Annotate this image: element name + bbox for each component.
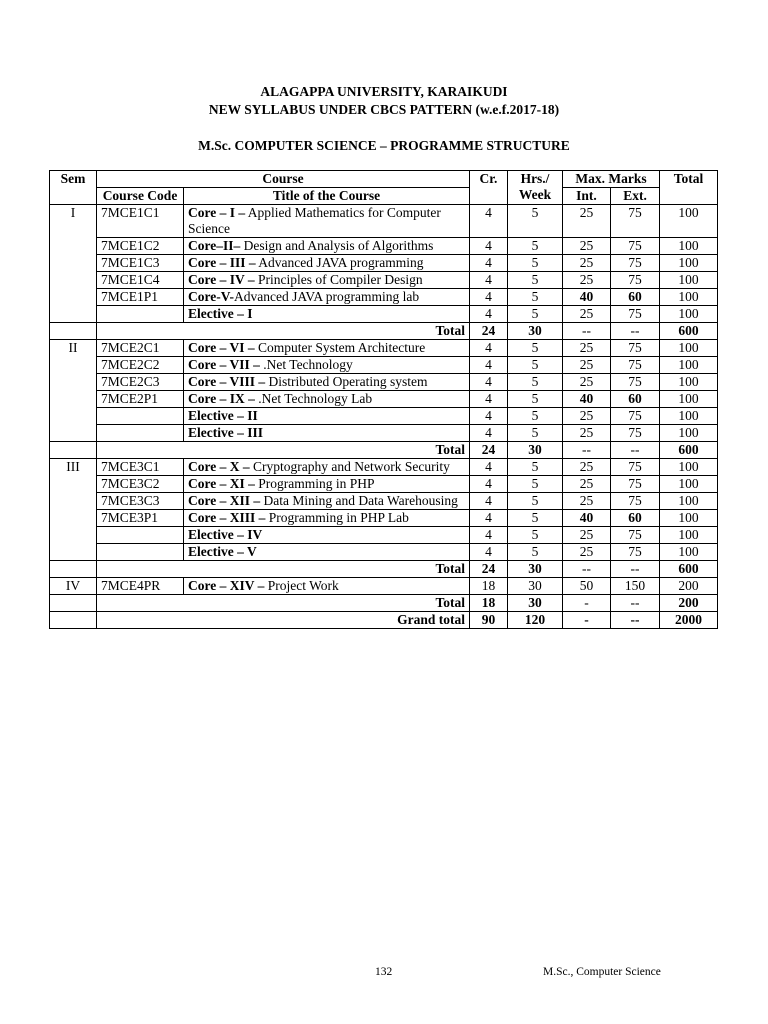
course-title-prefix: Core – XIV – bbox=[188, 578, 265, 593]
course-title-prefix: Core – XI – bbox=[188, 476, 255, 491]
course-row bbox=[50, 425, 718, 442]
grand-total-cr: 90 bbox=[470, 612, 508, 629]
semester-total-row bbox=[50, 323, 718, 340]
course-row bbox=[50, 476, 718, 493]
course-int: 25 bbox=[563, 476, 611, 493]
course-total: 200 bbox=[660, 578, 718, 595]
course-total: 100 bbox=[660, 408, 718, 425]
course-title bbox=[184, 306, 470, 323]
total-spacer bbox=[50, 442, 97, 459]
course-title-prefix: Core – VII – bbox=[188, 357, 260, 372]
total-cr: 24 bbox=[470, 442, 508, 459]
semester-label: IV bbox=[50, 578, 97, 595]
course-hrs: 5 bbox=[508, 493, 563, 510]
programme-title: M.Sc. COMPUTER SCIENCE – PROGRAMME STRUCTURE bbox=[198, 138, 570, 153]
course-title bbox=[184, 476, 470, 493]
total-label: Total bbox=[97, 323, 470, 340]
course-title bbox=[184, 255, 470, 272]
course-title-text: Project Work bbox=[264, 578, 339, 593]
course-cr: 4 bbox=[470, 408, 508, 425]
total-header: Total bbox=[660, 171, 718, 205]
course-title bbox=[184, 205, 470, 238]
course-int: 25 bbox=[563, 527, 611, 544]
course-row bbox=[50, 289, 718, 306]
hours-header: Hrs./ Week bbox=[508, 171, 563, 205]
total-label: Total bbox=[97, 595, 470, 612]
course-title bbox=[184, 357, 470, 374]
course-title-text: Data Mining and Data Warehousing bbox=[260, 493, 458, 508]
course-title-prefix: Core – IV – bbox=[188, 272, 255, 287]
course-title-prefix: Core – III – bbox=[188, 255, 256, 270]
sem-header: Sem bbox=[50, 171, 97, 205]
course-title bbox=[184, 544, 470, 561]
course-title-prefix: Elective – III bbox=[188, 425, 263, 440]
course-total: 100 bbox=[660, 425, 718, 442]
course-total: 100 bbox=[660, 476, 718, 493]
course-title-prefix: Core – VIII – bbox=[188, 374, 266, 389]
course-ext: 75 bbox=[611, 238, 660, 255]
course-title-prefix: Core – I – bbox=[188, 205, 246, 220]
course-int: 40 bbox=[563, 510, 611, 527]
course-cr: 4 bbox=[470, 289, 508, 306]
course-code: 7MCE2P1 bbox=[97, 391, 184, 408]
total-hrs: 30 bbox=[508, 595, 563, 612]
total-cr: 18 bbox=[470, 595, 508, 612]
course-cr: 4 bbox=[470, 272, 508, 289]
course-hrs: 5 bbox=[508, 205, 563, 238]
header-row-1 bbox=[50, 171, 718, 188]
semester-total-row bbox=[50, 561, 718, 578]
course-int: 25 bbox=[563, 272, 611, 289]
course-int: 25 bbox=[563, 238, 611, 255]
course-title-text: Applied Mathematics for Computer Science bbox=[188, 205, 441, 236]
course-total: 100 bbox=[660, 340, 718, 357]
course-ext: 150 bbox=[611, 578, 660, 595]
course-title-text: Principles of Compiler Design bbox=[254, 272, 423, 287]
course-title bbox=[184, 408, 470, 425]
course-title bbox=[184, 374, 470, 391]
course-row bbox=[50, 272, 718, 289]
course-ext: 75 bbox=[611, 272, 660, 289]
internal-header: Int. bbox=[563, 188, 611, 205]
course-title-prefix: Core-V- bbox=[188, 289, 234, 304]
course-title-text: Computer System Architecture bbox=[254, 340, 426, 355]
total-label: Total bbox=[97, 442, 470, 459]
course-cr: 4 bbox=[470, 476, 508, 493]
total-ext: -- bbox=[611, 595, 660, 612]
course-title-prefix: Elective – I bbox=[188, 306, 253, 321]
course-code bbox=[97, 527, 184, 544]
total-cr: 24 bbox=[470, 561, 508, 578]
course-title-header: Title of the Course bbox=[184, 188, 470, 205]
course-cr: 18 bbox=[470, 578, 508, 595]
grand-total-int: - bbox=[563, 612, 611, 629]
course-row bbox=[50, 510, 718, 527]
page-number: 132 bbox=[375, 966, 393, 978]
course-row bbox=[50, 544, 718, 561]
course-title-text: .Net Technology bbox=[259, 357, 353, 372]
semester-total-row bbox=[50, 442, 718, 459]
course-row bbox=[50, 493, 718, 510]
course-int: 25 bbox=[563, 425, 611, 442]
course-title-text: .Net Technology Lab bbox=[254, 391, 373, 406]
course-title bbox=[184, 425, 470, 442]
course-cr: 4 bbox=[470, 374, 508, 391]
course-total: 100 bbox=[660, 272, 718, 289]
course-title-text: Design and Analysis of Algorithms bbox=[240, 238, 434, 253]
course-title-text: Distributed Operating system bbox=[265, 374, 428, 389]
course-title bbox=[184, 527, 470, 544]
course-cr: 4 bbox=[470, 205, 508, 238]
course-hrs: 5 bbox=[508, 527, 563, 544]
grand-total-total: 2000 bbox=[660, 612, 718, 629]
external-header: Ext. bbox=[611, 188, 660, 205]
university-name: ALAGAPPA UNIVERSITY, KARAIKUDI bbox=[260, 84, 508, 99]
course-title bbox=[184, 289, 470, 306]
course-int: 25 bbox=[563, 493, 611, 510]
course-cr: 4 bbox=[470, 459, 508, 476]
course-int: 25 bbox=[563, 544, 611, 561]
total-total: 600 bbox=[660, 323, 718, 340]
course-cr: 4 bbox=[470, 255, 508, 272]
course-code: 7MCE1C4 bbox=[97, 272, 184, 289]
course-total: 100 bbox=[660, 391, 718, 408]
course-ext: 75 bbox=[611, 374, 660, 391]
syllabus-title: NEW SYLLABUS UNDER CBCS PATTERN (w.e.f.2017-18) bbox=[208, 102, 560, 117]
course-title bbox=[184, 391, 470, 408]
course-total: 100 bbox=[660, 527, 718, 544]
course-int: 25 bbox=[563, 459, 611, 476]
course-int: 25 bbox=[563, 205, 611, 238]
total-int: -- bbox=[563, 442, 611, 459]
course-ext: 75 bbox=[611, 357, 660, 374]
course-title bbox=[184, 493, 470, 510]
course-code: 7MCE1C1 bbox=[97, 205, 184, 238]
course-hrs: 5 bbox=[508, 238, 563, 255]
total-ext: -- bbox=[611, 323, 660, 340]
semester-label: II bbox=[50, 340, 97, 442]
total-int: - bbox=[563, 595, 611, 612]
total-int: -- bbox=[563, 561, 611, 578]
course-ext: 60 bbox=[611, 510, 660, 527]
course-code: 7MCE2C3 bbox=[97, 374, 184, 391]
course-title-prefix: Core–II– bbox=[188, 238, 241, 253]
course-title bbox=[184, 578, 470, 595]
course-total: 100 bbox=[660, 306, 718, 323]
course-row bbox=[50, 527, 718, 544]
course-title bbox=[184, 459, 470, 476]
grand-total-spacer bbox=[50, 612, 97, 629]
total-ext: -- bbox=[611, 561, 660, 578]
course-title-text: Programming in PHP Lab bbox=[265, 510, 409, 525]
course-title bbox=[184, 340, 470, 357]
total-int: -- bbox=[563, 323, 611, 340]
course-title-text: Advanced JAVA programming lab bbox=[233, 289, 420, 304]
course-cr: 4 bbox=[470, 340, 508, 357]
course-code: 7MCE1C2 bbox=[97, 238, 184, 255]
course-total: 100 bbox=[660, 255, 718, 272]
course-title-text: Cryptography and Network Security bbox=[249, 459, 450, 474]
course-title-prefix: Core – XII – bbox=[188, 493, 261, 508]
total-spacer bbox=[50, 595, 97, 612]
course-hrs: 5 bbox=[508, 289, 563, 306]
course-ext: 75 bbox=[611, 527, 660, 544]
course-code: 7MCE2C2 bbox=[97, 357, 184, 374]
course-int: 25 bbox=[563, 408, 611, 425]
course-title-prefix: Elective – II bbox=[188, 408, 258, 423]
credits-header: Cr. bbox=[470, 171, 508, 205]
course-code bbox=[97, 544, 184, 561]
course-cr: 4 bbox=[470, 510, 508, 527]
total-label: Total bbox=[97, 561, 470, 578]
course-cr: 4 bbox=[470, 544, 508, 561]
course-row bbox=[50, 255, 718, 272]
course-code bbox=[97, 425, 184, 442]
total-total: 200 bbox=[660, 595, 718, 612]
course-code: 7MCE1C3 bbox=[97, 255, 184, 272]
course-cr: 4 bbox=[470, 238, 508, 255]
course-code: 7MCE1P1 bbox=[97, 289, 184, 306]
course-cr: 4 bbox=[470, 425, 508, 442]
course-code: 7MCE3P1 bbox=[97, 510, 184, 527]
course-int: 25 bbox=[563, 374, 611, 391]
course-ext: 75 bbox=[611, 493, 660, 510]
course-cr: 4 bbox=[470, 357, 508, 374]
course-hrs: 5 bbox=[508, 476, 563, 493]
course-title-prefix: Elective – IV bbox=[188, 527, 263, 542]
course-hrs: 5 bbox=[508, 408, 563, 425]
course-ext: 75 bbox=[611, 340, 660, 357]
course-ext: 75 bbox=[611, 476, 660, 493]
grand-total-label: Grand total bbox=[97, 612, 470, 629]
course-ext: 60 bbox=[611, 289, 660, 306]
course-int: 25 bbox=[563, 357, 611, 374]
course-row bbox=[50, 578, 718, 595]
course-row bbox=[50, 374, 718, 391]
course-title-prefix: Elective – V bbox=[188, 544, 257, 559]
course-title bbox=[184, 238, 470, 255]
course-hrs: 30 bbox=[508, 578, 563, 595]
course-row bbox=[50, 306, 718, 323]
course-row bbox=[50, 408, 718, 425]
total-cr: 24 bbox=[470, 323, 508, 340]
course-int: 25 bbox=[563, 306, 611, 323]
course-code: 7MCE4PR bbox=[97, 578, 184, 595]
course-ext: 60 bbox=[611, 391, 660, 408]
course-title bbox=[184, 272, 470, 289]
total-spacer bbox=[50, 323, 97, 340]
semester-label: III bbox=[50, 459, 97, 561]
course-title-prefix: Core – X – bbox=[188, 459, 250, 474]
course-cr: 4 bbox=[470, 391, 508, 408]
course-row bbox=[50, 238, 718, 255]
course-row bbox=[50, 340, 718, 357]
total-total: 600 bbox=[660, 442, 718, 459]
course-code: 7MCE3C1 bbox=[97, 459, 184, 476]
course-ext: 75 bbox=[611, 408, 660, 425]
course-code bbox=[97, 408, 184, 425]
course-hrs: 5 bbox=[508, 255, 563, 272]
course-total: 100 bbox=[660, 510, 718, 527]
header-row-2 bbox=[50, 188, 718, 205]
course-hrs: 5 bbox=[508, 374, 563, 391]
course-cr: 4 bbox=[470, 493, 508, 510]
course-hrs: 5 bbox=[508, 544, 563, 561]
course-hrs: 5 bbox=[508, 340, 563, 357]
course-row bbox=[50, 459, 718, 476]
course-hrs: 5 bbox=[508, 357, 563, 374]
course-hrs: 5 bbox=[508, 510, 563, 527]
course-int: 40 bbox=[563, 391, 611, 408]
semester-label: I bbox=[50, 205, 97, 323]
course-code bbox=[97, 306, 184, 323]
course-ext: 75 bbox=[611, 205, 660, 238]
course-ext: 75 bbox=[611, 425, 660, 442]
max-marks-header: Max. Marks bbox=[563, 171, 660, 188]
course-hrs: 5 bbox=[508, 306, 563, 323]
course-title-text: Advanced JAVA programming bbox=[255, 255, 424, 270]
course-hrs: 5 bbox=[508, 272, 563, 289]
total-hrs: 30 bbox=[508, 442, 563, 459]
course-total: 100 bbox=[660, 493, 718, 510]
course-code-header: Course Code bbox=[97, 188, 184, 205]
footer-title: M.Sc., Computer Science bbox=[543, 966, 661, 978]
course-ext: 75 bbox=[611, 255, 660, 272]
course-total: 100 bbox=[660, 289, 718, 306]
course-hrs: 5 bbox=[508, 459, 563, 476]
course-title-prefix: Core – XIII – bbox=[188, 510, 266, 525]
grand-total-row bbox=[50, 612, 718, 629]
course-total: 100 bbox=[660, 459, 718, 476]
course-total: 100 bbox=[660, 357, 718, 374]
total-hrs: 30 bbox=[508, 323, 563, 340]
total-total: 600 bbox=[660, 561, 718, 578]
course-total: 100 bbox=[660, 238, 718, 255]
grand-total-hrs: 120 bbox=[508, 612, 563, 629]
grand-total-ext: -- bbox=[611, 612, 660, 629]
course-header: Course bbox=[97, 171, 470, 188]
course-title-text: Programming in PHP bbox=[254, 476, 375, 491]
course-int: 25 bbox=[563, 340, 611, 357]
total-spacer bbox=[50, 561, 97, 578]
course-total: 100 bbox=[660, 544, 718, 561]
semester-total-row bbox=[50, 595, 718, 612]
course-code: 7MCE2C1 bbox=[97, 340, 184, 357]
programme-structure-table bbox=[49, 170, 718, 629]
course-int: 40 bbox=[563, 289, 611, 306]
course-ext: 75 bbox=[611, 306, 660, 323]
total-ext: -- bbox=[611, 442, 660, 459]
course-hrs: 5 bbox=[508, 391, 563, 408]
course-ext: 75 bbox=[611, 459, 660, 476]
course-code: 7MCE3C2 bbox=[97, 476, 184, 493]
course-cr: 4 bbox=[470, 306, 508, 323]
course-code: 7MCE3C3 bbox=[97, 493, 184, 510]
course-total: 100 bbox=[660, 374, 718, 391]
course-row bbox=[50, 205, 718, 238]
course-title-prefix: Core – VI – bbox=[188, 340, 255, 355]
course-row bbox=[50, 357, 718, 374]
course-ext: 75 bbox=[611, 544, 660, 561]
course-row bbox=[50, 391, 718, 408]
total-hrs: 30 bbox=[508, 561, 563, 578]
course-title bbox=[184, 510, 470, 527]
course-int: 25 bbox=[563, 255, 611, 272]
course-title-prefix: Core – IX – bbox=[188, 391, 255, 406]
course-int: 50 bbox=[563, 578, 611, 595]
course-cr: 4 bbox=[470, 527, 508, 544]
course-hrs: 5 bbox=[508, 425, 563, 442]
course-total: 100 bbox=[660, 205, 718, 238]
